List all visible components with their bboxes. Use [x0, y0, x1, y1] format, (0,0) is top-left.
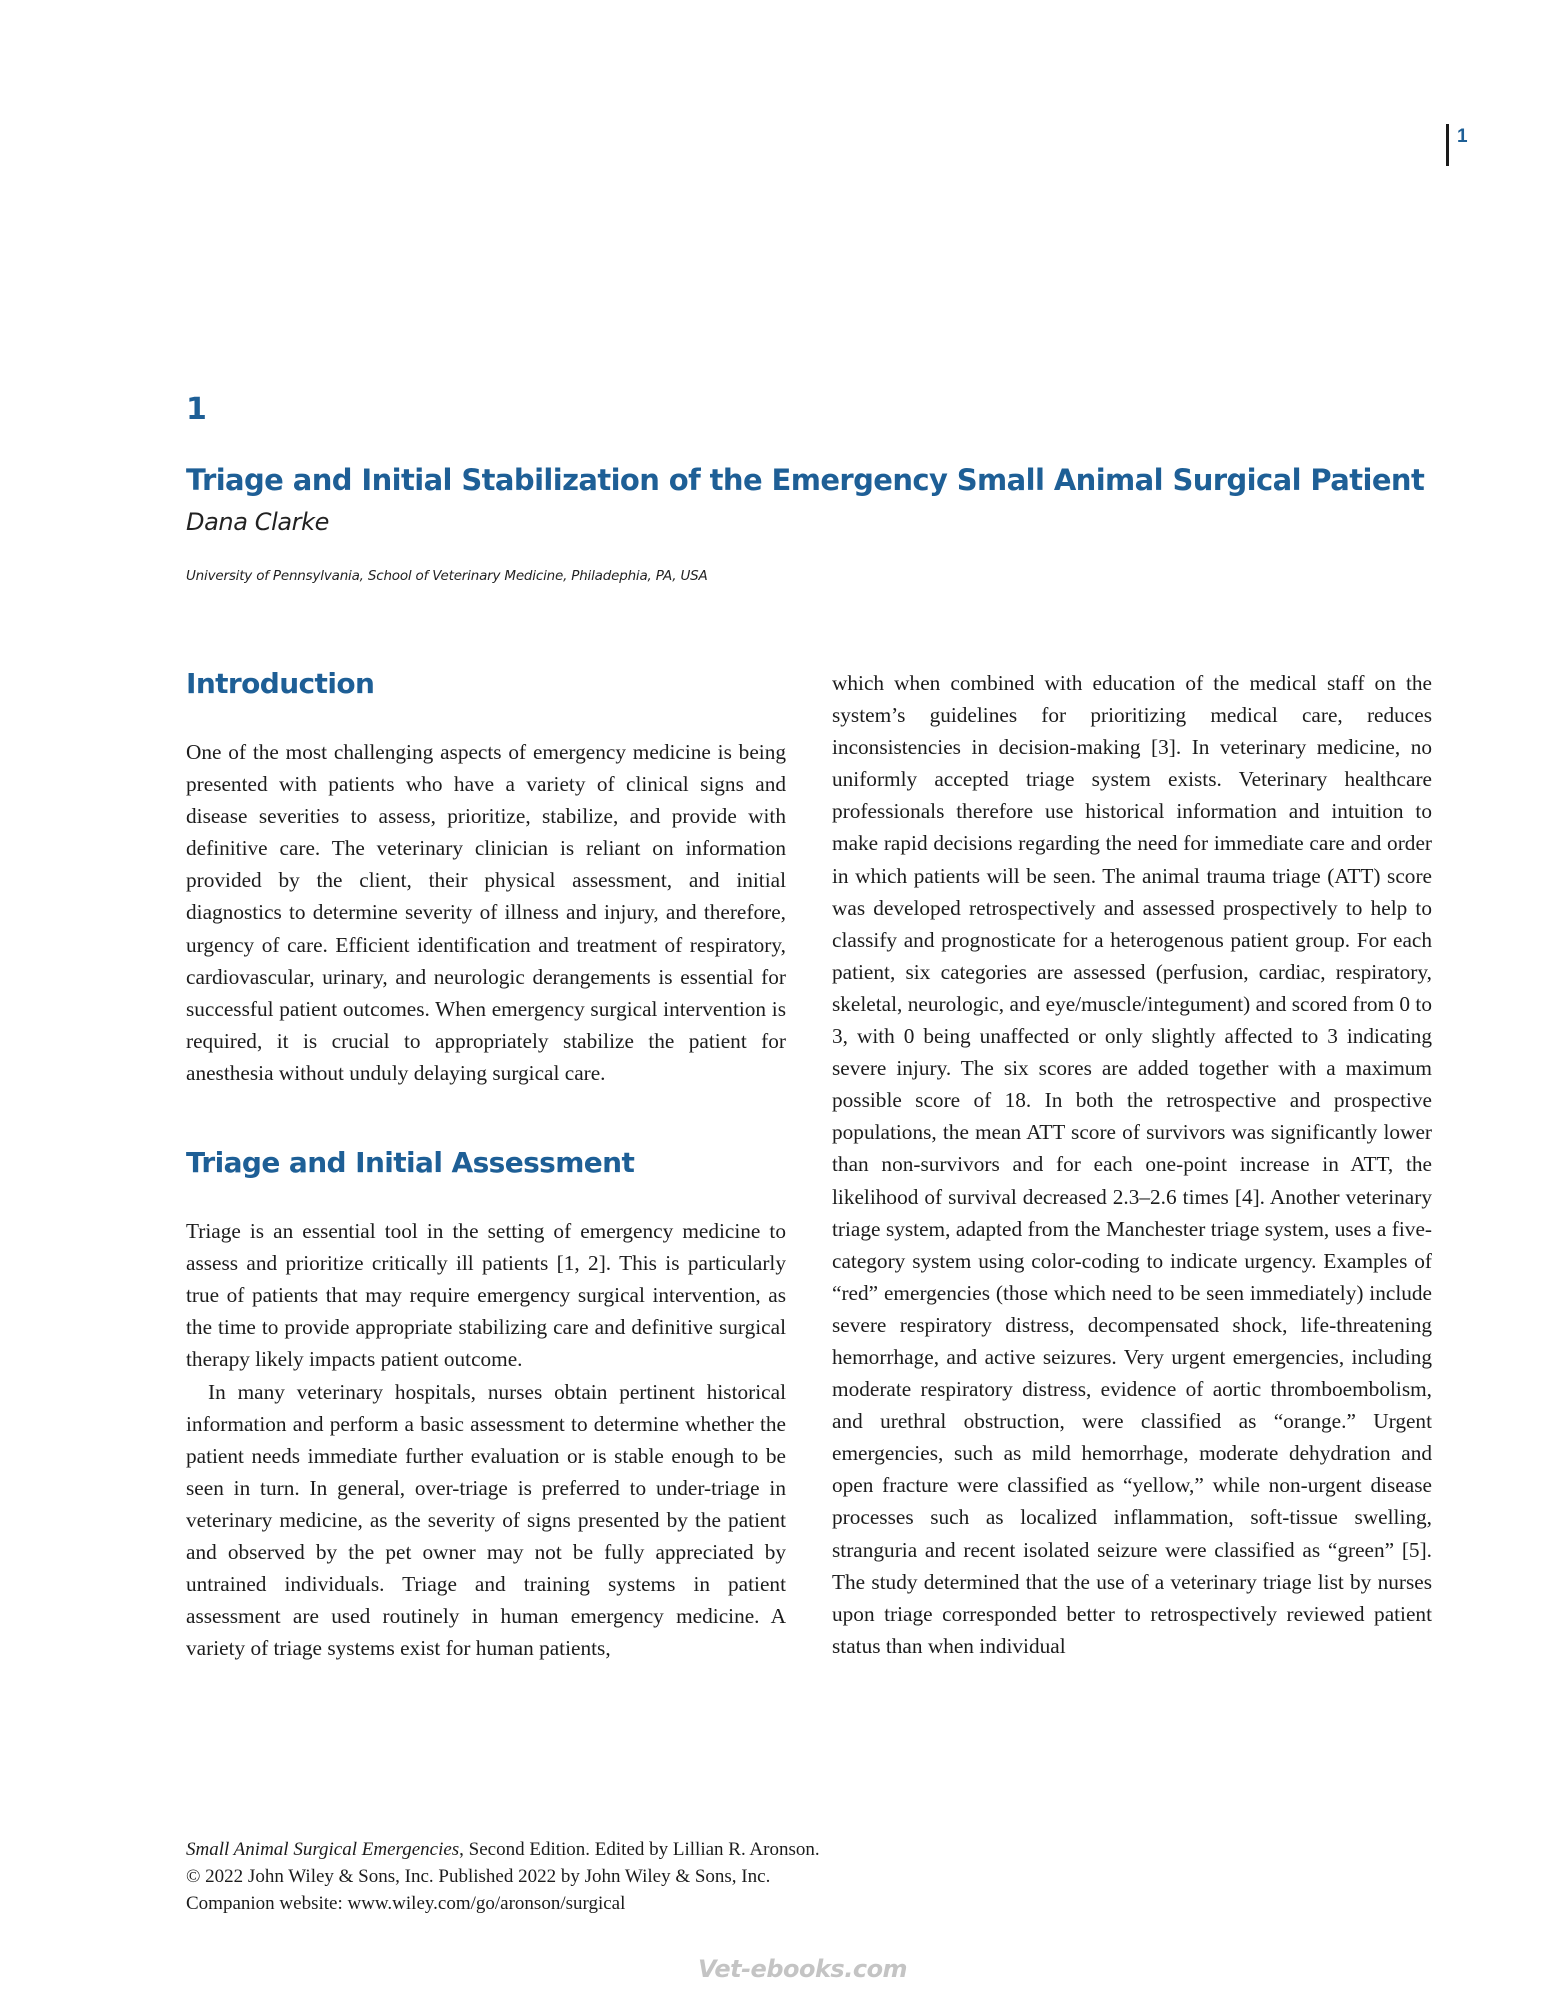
- watermark-logo: Vet-ebooks.com: [698, 1955, 908, 1983]
- paragraph: which when combined with education of the medical staff on the system’s guidelines for prioritizing medical care, reduces inconsistencies in decision-making [3]. In veterinary medicine, no uniformly accepted triage system exists. Veterinary healthcare professionals therefore use historical information and intuition to make rapid decisions regarding the need for immediate care and order in which patients will be seen. The animal trauma triage (ATT) score was developed retrospectively and assessed prospectively to help to classify and prognosticate for a heterogenous patient group. For each patient, six categories are assessed (perfusion, cardiac, respiratory, skeletal, neurologic, and eye/muscle/integument) and scored from 0 to 3, with 0 being unaffected or only slightly affected to 3 indicating severe injury. The six scores are added together with a maximum possible score of 18. In both the retrospective and prospective populations, the mean ATT score of survivors was significantly lower than non-survivors and for each one-point increase in ATT, the likelihood of survival decreased 2.3–2.6 times [4]. Another veterinary triage system, adapted from the Manchester triage system, uses a five-category system using color-coding to indicate urgency. Examples of “red” emergencies (those which need to be seen immediately) include severe respiratory distress, decompensated shock, life-threatening hemorrhage, and active seizures. Very urgent emergencies, including moderate respiratory distress, evidence of aortic thromboembolism, and urethral obstruction, were classified as “orange.” Urgent emergencies, such as mild hemorrhage, moderate dehydration and open fracture were classified as “yellow,” while non-urgent disease processes such as localized inflammation, soft-tissue swelling, stranguria and recent isolated seizure were classified as “green” [5]. The study determined that the use of a veterinary triage list by nurses upon triage corresponded better to retrospectively reviewed patient status than when individual: [832, 671, 1432, 1658]
- page-number: 1: [1457, 126, 1468, 147]
- chapter-number: 1: [186, 392, 207, 427]
- section-heading-introduction: Introduction: [186, 667, 375, 700]
- chapter-author: Dana Clarke: [186, 508, 329, 536]
- companion-website-line: Companion website: www.wiley.com/go/aronson/surgical: [186, 1893, 626, 1914]
- copyright-line: © 2022 John Wiley & Sons, Inc. Published 2022 by John Wiley & Sons, Inc.: [186, 1866, 771, 1887]
- left-column: [186, 664, 786, 1664]
- author-affiliation: University of Pennsylvania, School of Veterinary Medicine, Philadephia, PA, USA: [186, 568, 708, 584]
- right-column: [832, 667, 1432, 1662]
- citation-line: [186, 1836, 820, 1863]
- page-number-rule: [1446, 124, 1449, 166]
- paragraph: In many veterinary hospitals, nurses obtain pertinent historical information and perform a basic assessment to determine whether the patient needs immediate further evaluation or is stable enough to be seen in turn. In general, over-triage is preferred to under-triage in veterinary medicine, as the severity of signs presented by the patient and observed by the pet owner may not be fully appreciated by untrained individuals. Triage and training systems in patient assessment are used routinely in human emergency medicine. A variety of triage systems exist for human patients,: [186, 1379, 786, 1661]
- copyright-footer: [186, 1836, 820, 1917]
- section-heading-triage: Triage and Initial Assessment: [186, 1146, 635, 1180]
- paragraph: Triage is an essential tool in the setting of emergency medicine to assess and prioritize critically ill patients [1, 2]. This is particularly true of patients that may require emergency surgical intervention, as the time to provide appropriate stabilizing care and definitive surgical therapy likely impacts patient outcome.: [186, 1219, 786, 1372]
- paragraph: One of the most challenging aspects of emergency medicine is being presented with patients who have a variety of clinical signs and disease severities to assess, prioritize, stabilize, and provide with definitive care. The veterinary clinician is reliant on information provided by the client, their physical assessment, and initial diagnostics to determine severity of illness and injury, and therefore, urgency of care. Efficient identification and treatment of respiratory, cardiovascular, urinary, and neurologic derangements is essential for successful patient outcomes. When emergency surgical intervention is required, it is crucial to appropriately stabilize the patient for anesthesia without unduly delaying surgical care.: [186, 740, 786, 1085]
- book-title: Small Animal Surgical Emergencies: [186, 1839, 460, 1860]
- edition-text: , Second Edition. Edited by Lillian R. Aronson.: [459, 1839, 820, 1860]
- chapter-title: Triage and Initial Stabilization of the Emergency Small Animal Surgical Patient: [186, 463, 1425, 497]
